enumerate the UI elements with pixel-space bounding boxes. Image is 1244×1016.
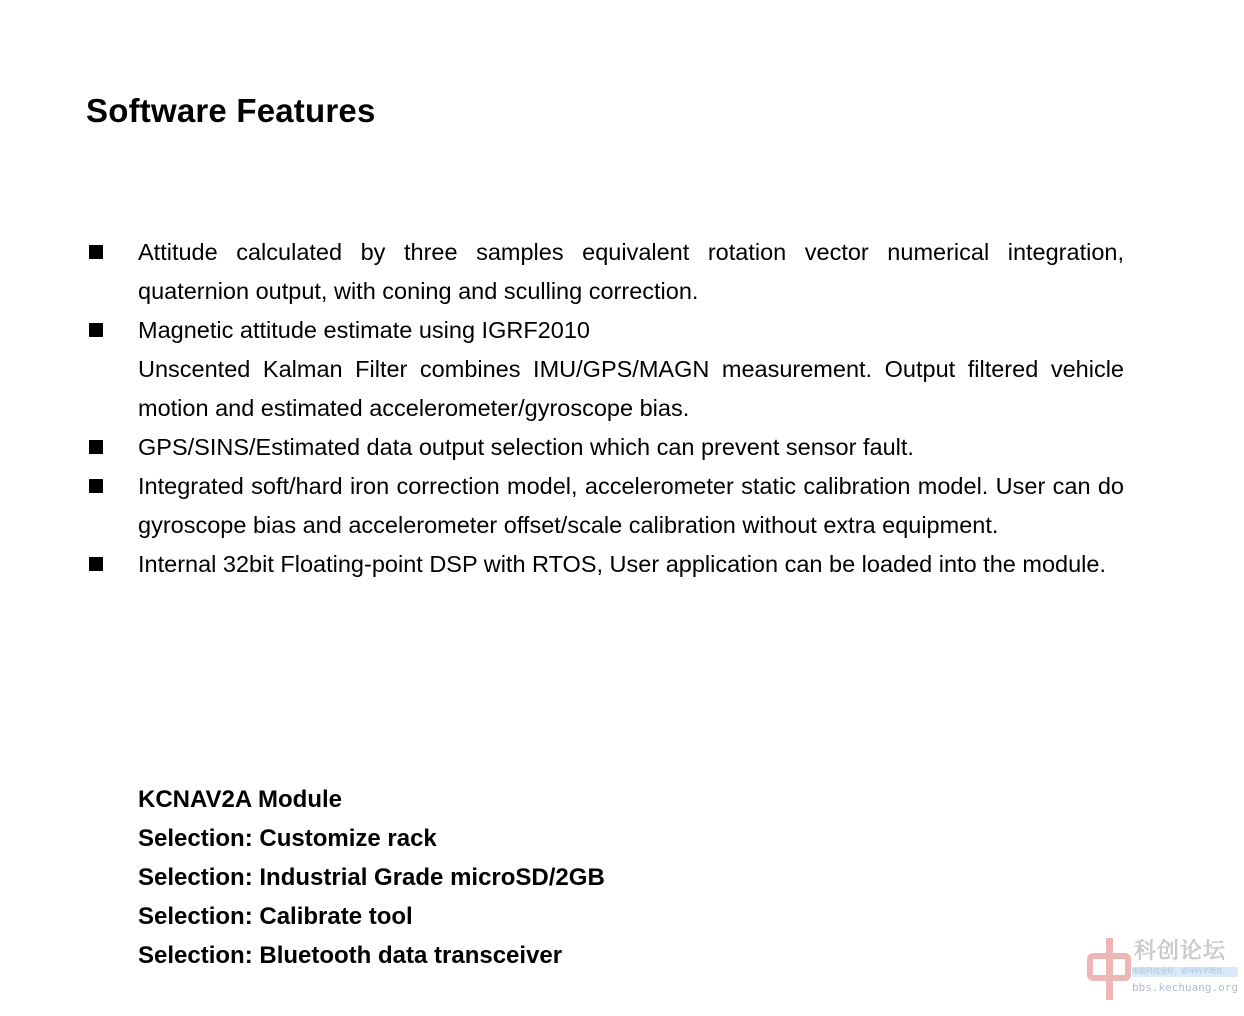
square-bullet-icon: [89, 245, 103, 259]
square-bullet-icon: [89, 557, 103, 571]
square-bullet-icon: [89, 440, 103, 454]
module-selection-line: Selection: Industrial Grade microSD/2GB: [138, 864, 605, 891]
module-selection-line: Selection: Customize rack: [138, 825, 437, 852]
square-bullet-icon: [89, 479, 103, 493]
page-title: Software Features: [86, 92, 376, 129]
square-bullet-icon: [89, 323, 103, 337]
feature-item: [86, 311, 1124, 428]
feature-text: GPS/SINS/Estimated data output selection which can prevent sensor fault.: [138, 434, 914, 460]
module-selection-line: Selection: Calibrate tool: [138, 903, 413, 930]
module-selection-block: [138, 780, 605, 975]
feature-text: Integrated soft/hard iron correction model, accelerometer static calibration model. User can do gyroscope bias and accelerometer offset/scale calibration without extra equipment.: [138, 473, 1124, 538]
feature-text: Magnetic attitude estimate using IGRF2010: [138, 317, 590, 343]
feature-text: Internal 32bit Floating-point DSP with RTOS, User application can be loaded into the module.: [138, 551, 1106, 577]
feature-list: [86, 233, 1124, 584]
module-selection-line: Selection: Bluetooth data transceiver: [138, 942, 563, 969]
watermark-logo-text: 科创论坛: [1134, 938, 1227, 964]
watermark-logo-icon: [1086, 934, 1134, 1004]
feature-text-continuation: Unscented Kalman Filter combines IMU/GPS/MAGN measurement. Output filtered vehicle motion and estimated accelerometer/gyroscope bias.: [138, 356, 1124, 421]
feature-item: [86, 233, 1124, 311]
module-name: KCNAV2A Module: [138, 786, 342, 813]
feature-text: Attitude calculated by three samples equivalent rotation vector numerical integration, quaternion output, with coning and sculling correction.: [138, 239, 1124, 304]
watermark-tagline: 电脑科技爱好，倡导科学理性: [1132, 967, 1238, 977]
feature-item: [86, 467, 1124, 545]
watermark-url: bbs.kechuang.org: [1132, 981, 1238, 994]
feature-item: [86, 428, 1124, 467]
watermark: [1086, 934, 1240, 1004]
feature-item: [86, 545, 1124, 584]
